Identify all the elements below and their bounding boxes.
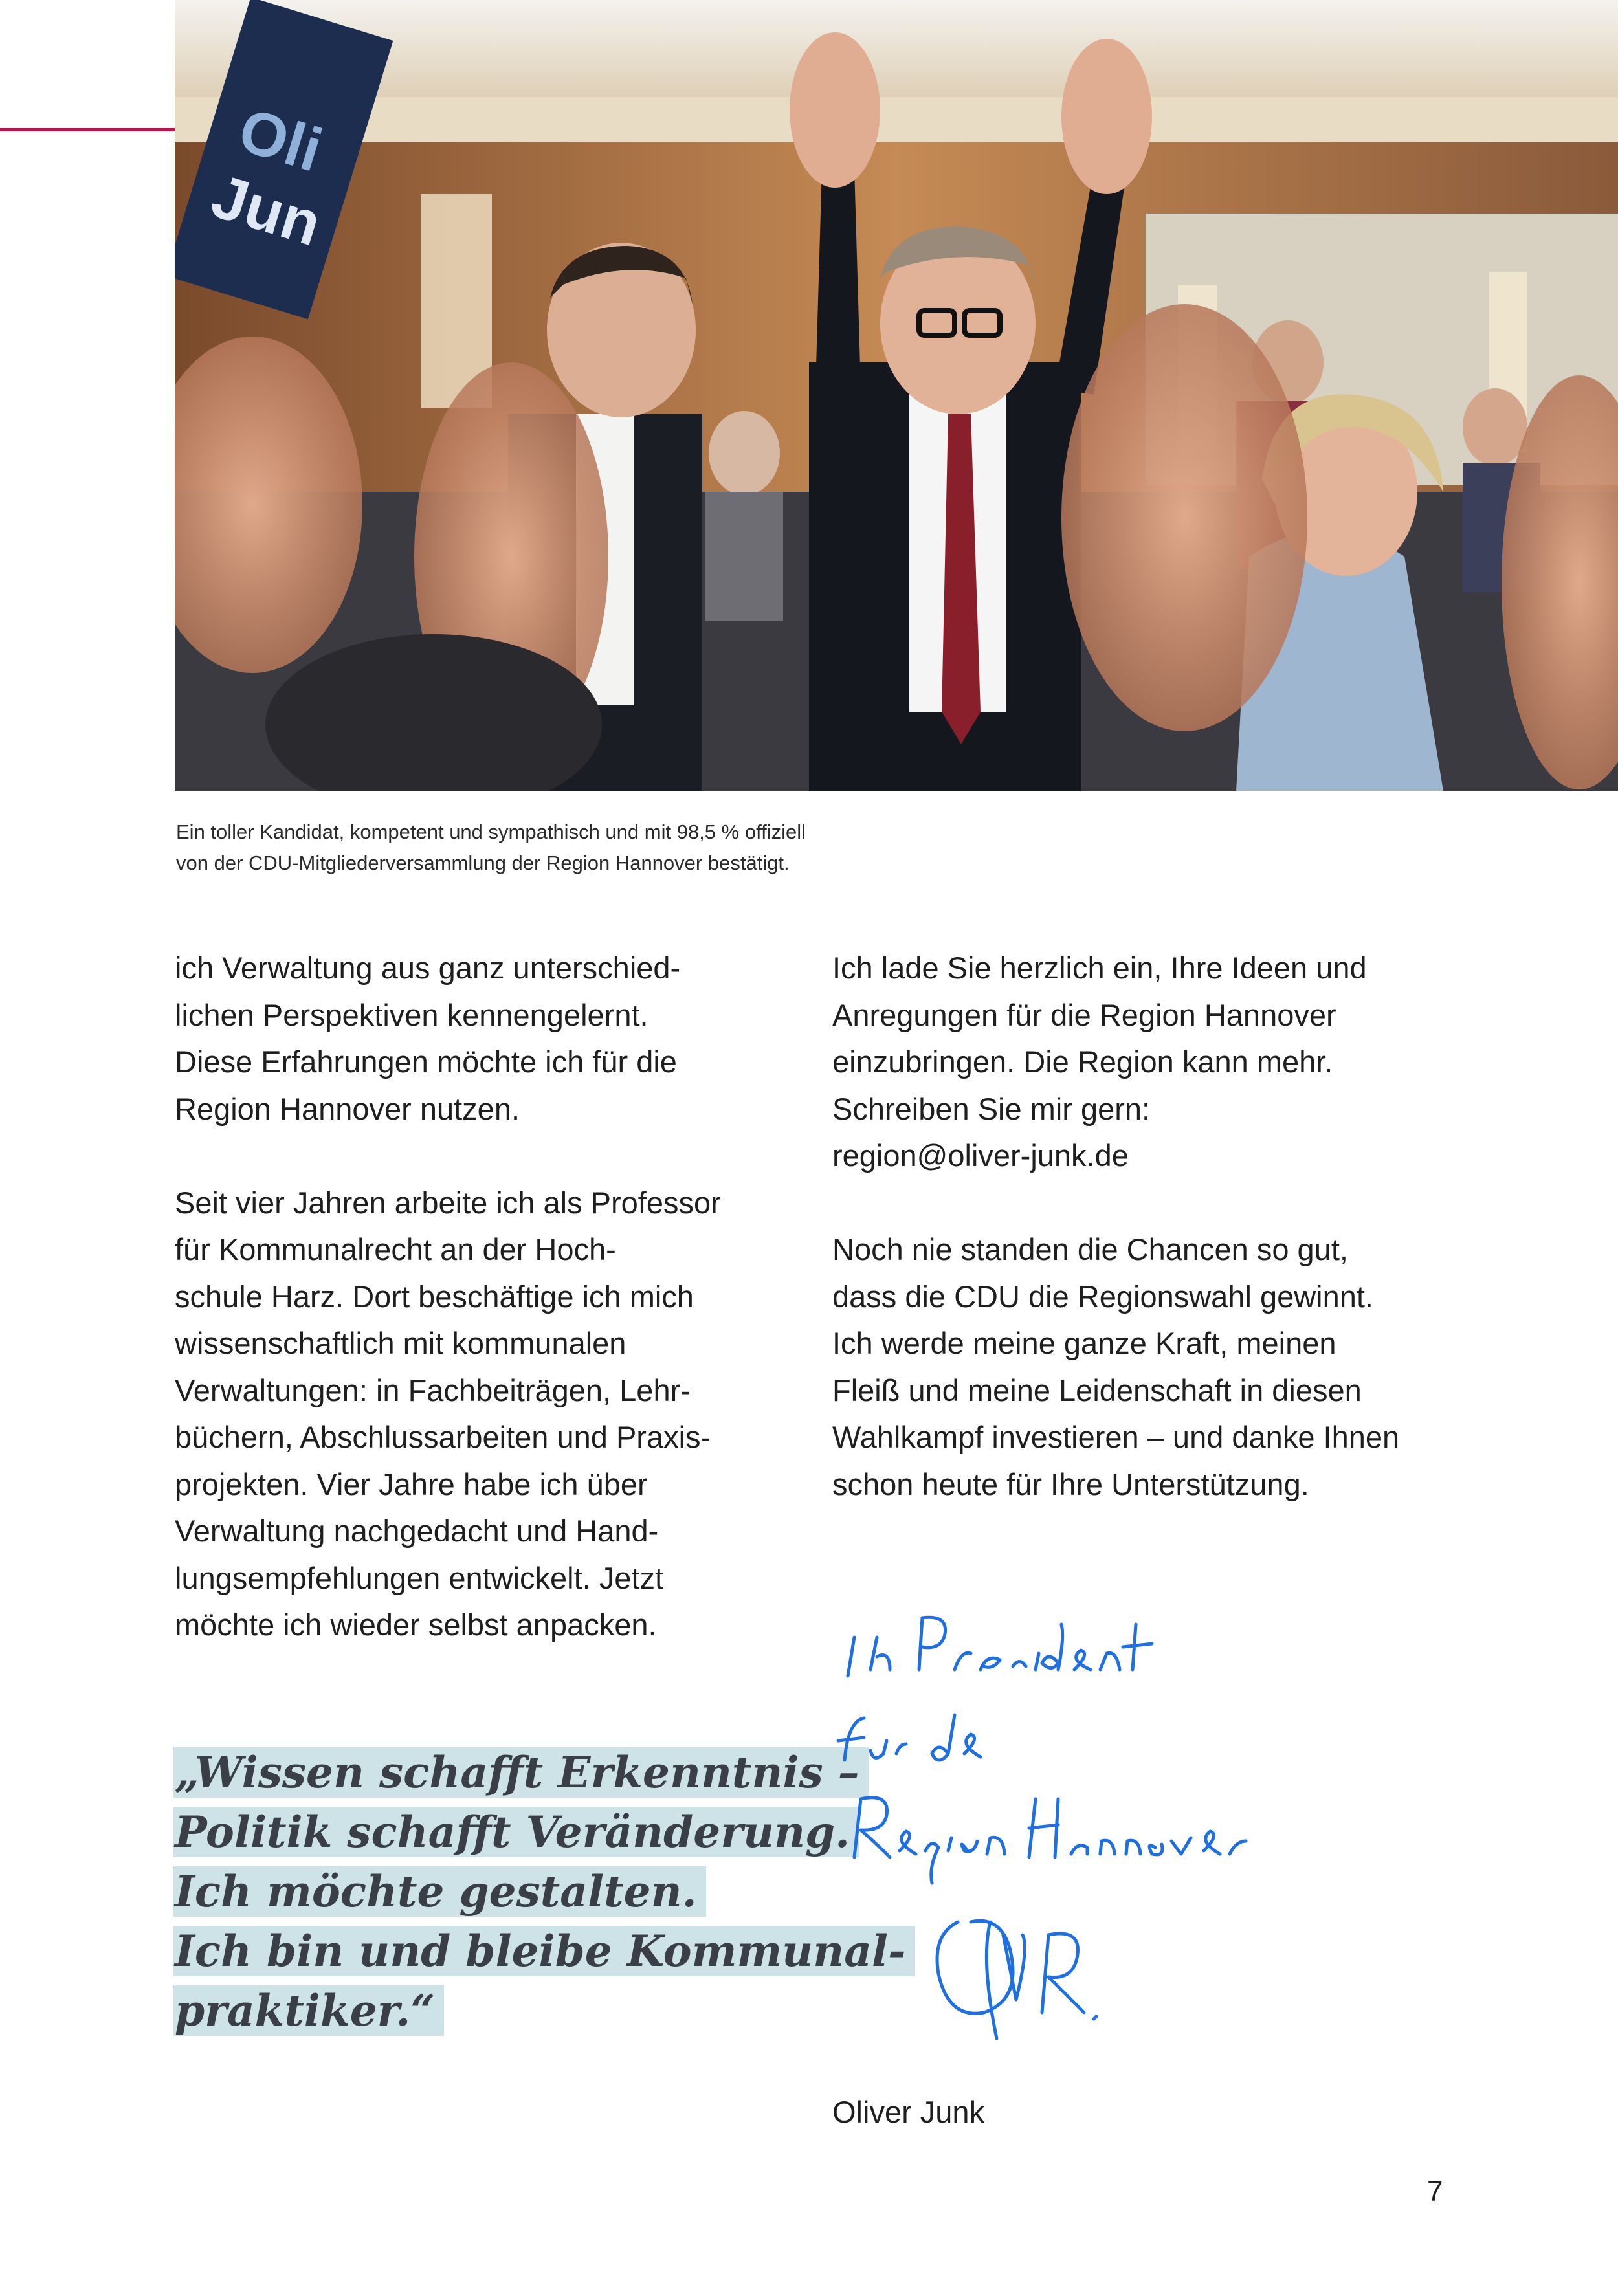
- sign-text-2: Jun: [204, 161, 329, 259]
- text-line: Wahlkampf investieren – und danke Ihnen: [832, 1420, 1400, 1454]
- text-line: Diese Erfahrungen möchte ich für die: [175, 1044, 677, 1079]
- text-line: Verwaltung nachgedacht und Hand-: [175, 1514, 659, 1548]
- quote-line: „Wissen schafft Erkenntnis –: [173, 1747, 869, 1798]
- text-line: ich Verwaltung aus ganz unterschied-: [175, 951, 681, 985]
- paragraph-gap: [832, 1180, 1447, 1227]
- photo-caption: [176, 817, 1082, 879]
- text-line: schule Harz. Dort beschäftige ich mich: [175, 1279, 694, 1314]
- text-line: möchte ich wieder selbst anpacken.: [175, 1607, 657, 1642]
- text-line: lichen Perspektiven kennengelernt.: [175, 997, 648, 1032]
- text-line: für Kommunalrecht an der Hoch-: [175, 1232, 616, 1266]
- text-line: wissenschaftlich mit kommunalen: [175, 1326, 626, 1360]
- signature-name: Oliver Junk: [832, 2095, 985, 2129]
- page-number: 7: [1427, 2176, 1443, 2207]
- text-line: dass die CDU die Regionswahl gewinnt.: [832, 1279, 1373, 1314]
- event-photo: [175, 0, 1618, 791]
- text-line: Ich werde meine ganze Kraft, meinen: [832, 1326, 1336, 1360]
- text-line: Seit vier Jahren arbeite ich als Professor: [175, 1185, 721, 1220]
- left-column: [175, 945, 777, 1649]
- text-line: Ich lade Sie herzlich ein, Ihre Ideen und: [832, 951, 1367, 985]
- text-line: projekten. Vier Jahre habe ich über: [175, 1466, 648, 1501]
- text-line: Schreiben Sie mir gern:: [832, 1091, 1151, 1126]
- text-line: Region Hannover nutzen.: [175, 1091, 520, 1126]
- pull-quote: [173, 1743, 915, 2040]
- text-line: Anregungen für die Region Hannover: [832, 997, 1336, 1032]
- text-line: büchern, Abschlussarbeiten und Praxis-: [175, 1420, 711, 1454]
- caption-line: von der CDU-Mitgliederversammlung der Region Hannover bestätigt.: [176, 852, 790, 874]
- quote-line: Politik schafft Veränderung.: [173, 1807, 859, 1857]
- text-line: Fleiß und meine Leidenschaft in diesen: [832, 1373, 1362, 1407]
- quote-line: praktiker.“: [173, 1985, 444, 2036]
- handwritten-signature: [835, 1598, 1301, 2090]
- text-line: Noch nie standen die Chancen so gut,: [832, 1232, 1348, 1266]
- paragraph-gap: [175, 1132, 777, 1180]
- email-address: region@oliver-junk.de: [832, 1138, 1129, 1173]
- right-column: [832, 945, 1447, 1508]
- text-line: einzubringen. Die Region kann mehr.: [832, 1044, 1333, 1079]
- text-line: schon heute für Ihre Unterstützung.: [832, 1466, 1309, 1501]
- caption-line: Ein toller Kandidat, kompetent und sympathisch und mit 98,5 % offiziell: [176, 821, 806, 843]
- quote-line: Ich möchte gestalten.: [173, 1866, 706, 1917]
- text-line: Verwaltungen: in Fachbeiträgen, Lehr-: [175, 1373, 691, 1407]
- sign-text-1: Oli: [231, 95, 330, 185]
- text-line: lungsempfehlungen entwickelt. Jetzt: [175, 1560, 664, 1595]
- quote-line: Ich bin und bleibe Kommunal-: [173, 1926, 915, 1976]
